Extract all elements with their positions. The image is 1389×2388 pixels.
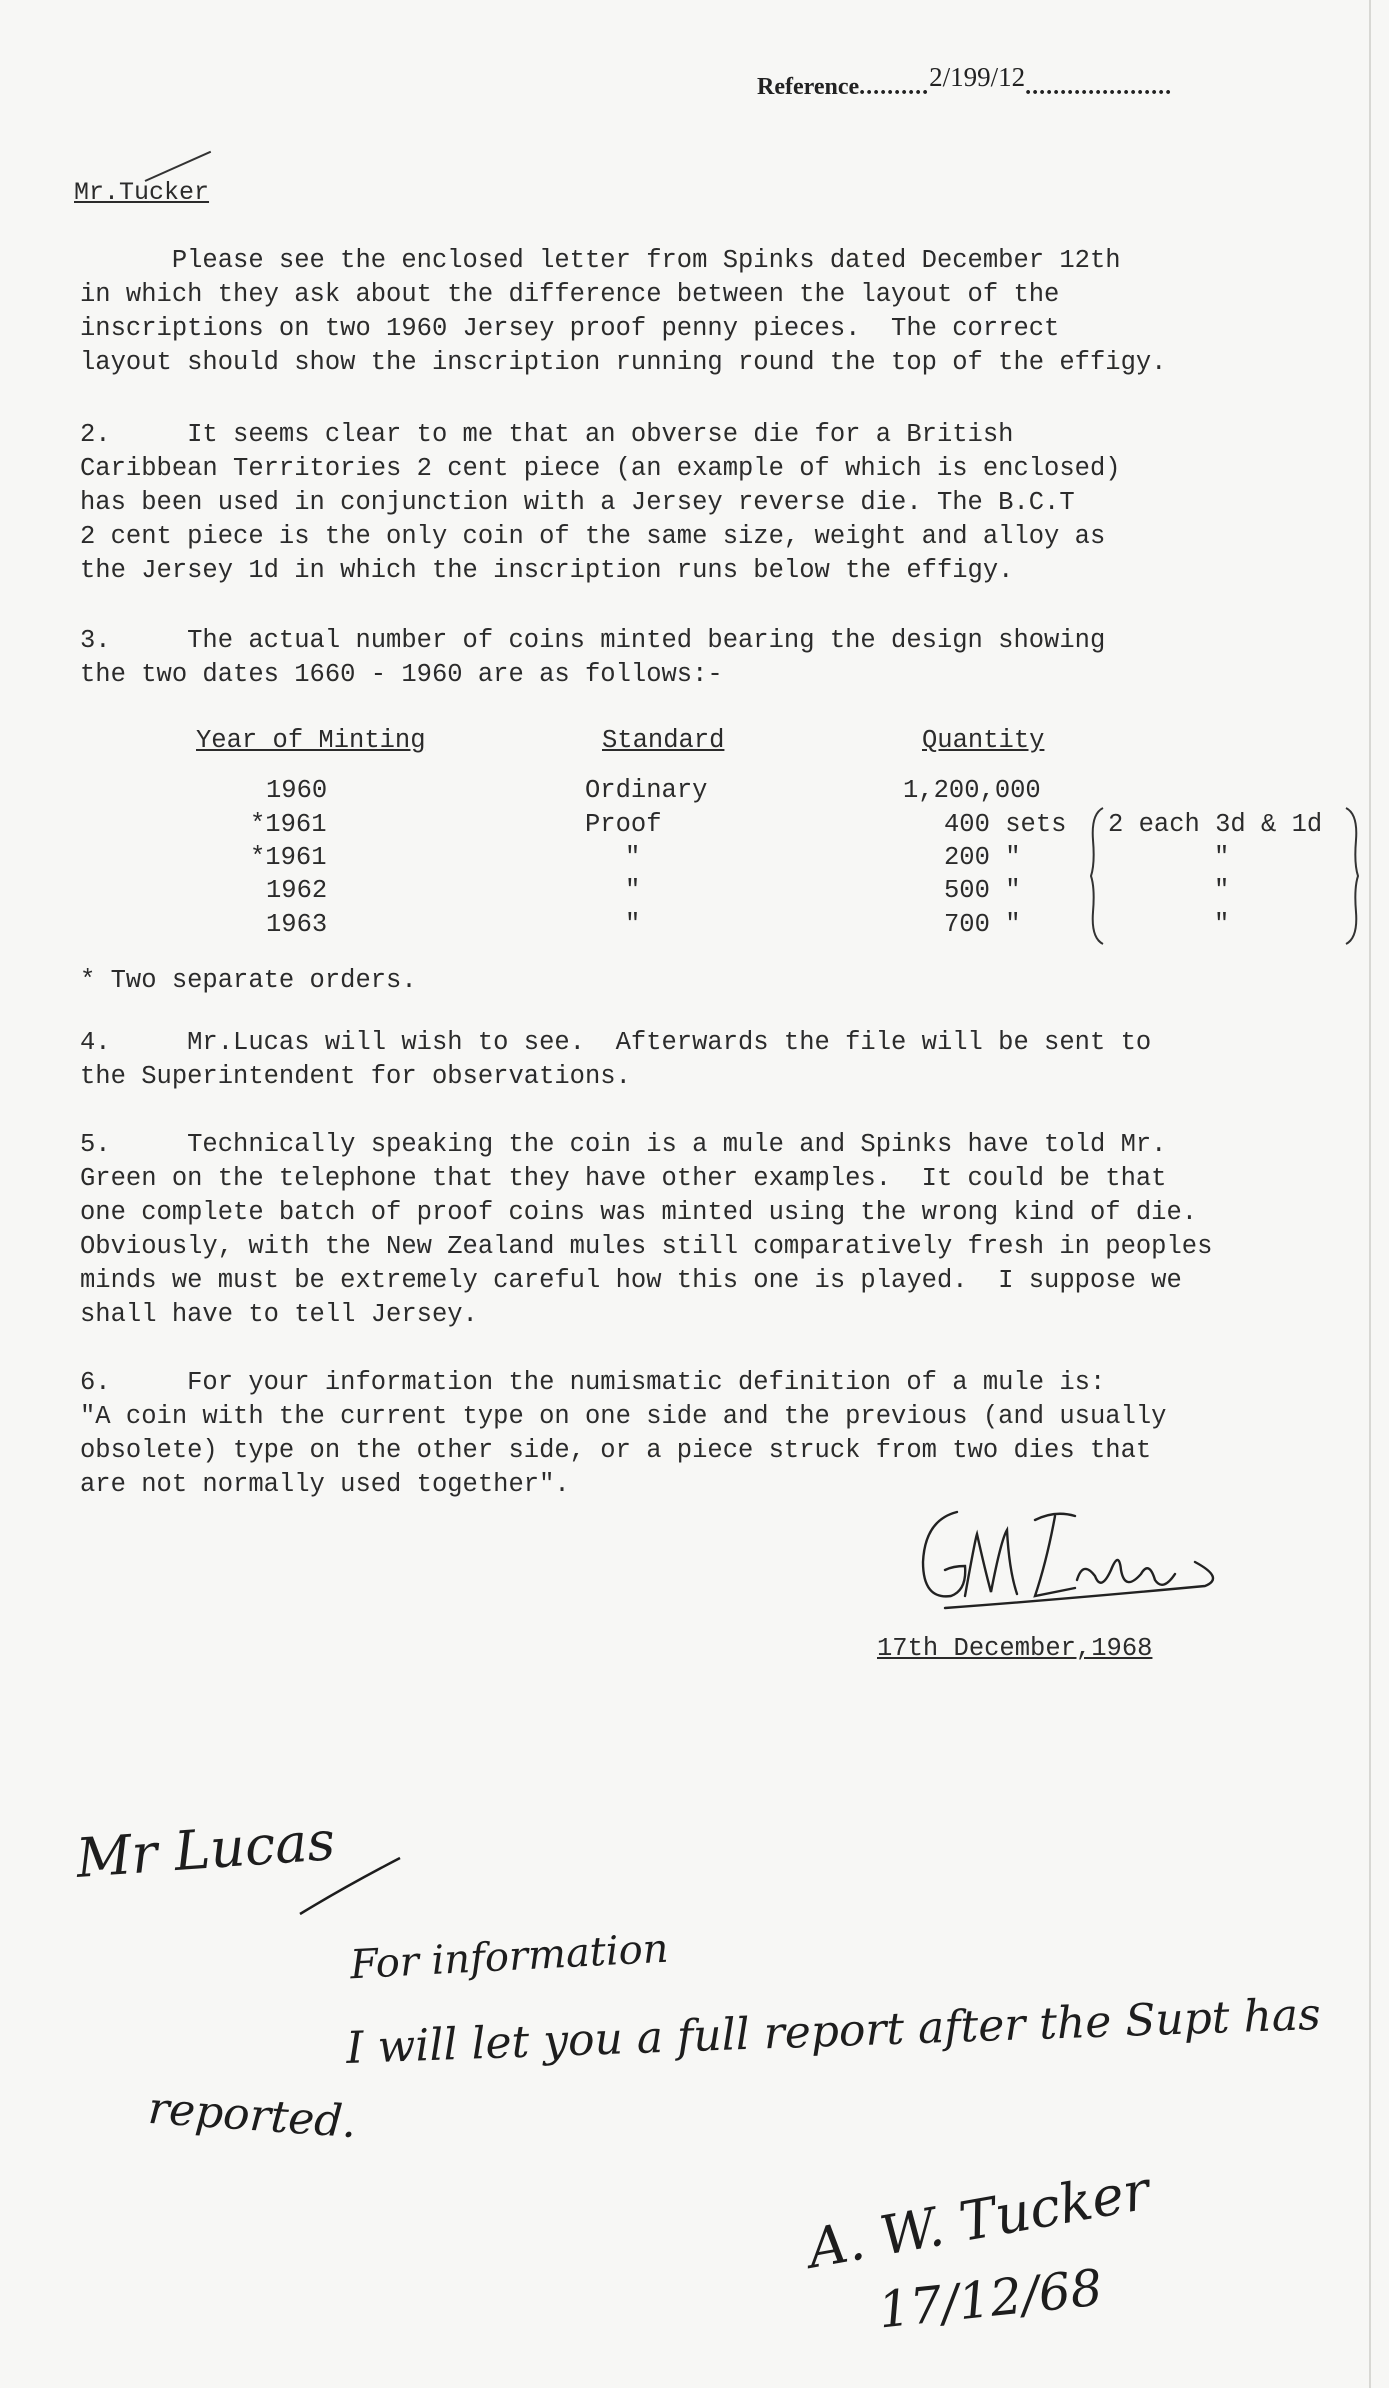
header-quantity: Quantity xyxy=(922,726,1045,755)
reference-line xyxy=(757,62,1173,101)
handwritten-line-1: For information xyxy=(349,1925,670,1989)
handwritten-line-3: reported. xyxy=(146,2082,359,2149)
addressee-struck-text: cker xyxy=(149,178,210,207)
paragraph-1: Please see the enclosed letter from Spinks dated December 12th in which they ask about the difference between the layout of the inscriptions on two 1960 Jersey proof penny pieces. The correct layout should show the inscription running round the top of the effigy. xyxy=(80,246,1167,377)
row-quantity: 700 " xyxy=(944,910,1021,939)
row-quantity: 1,200,000 xyxy=(903,776,1041,805)
row-year: 1963 xyxy=(266,910,328,939)
handwritten-line-2: I will let you a full report after the Supt has xyxy=(345,1989,1322,2074)
handwritten-date: 17/12/68 xyxy=(875,2258,1105,2340)
row-note: " xyxy=(1214,843,1230,872)
row-quantity: 500 " xyxy=(944,876,1021,905)
typed-date: 17th December,1968 xyxy=(877,1634,1153,1663)
row-standard: Ordinary xyxy=(585,776,708,805)
row-standard: Proof xyxy=(585,810,662,839)
fletcher-signature xyxy=(905,1500,1235,1620)
paragraph-5: 5. Technically speaking the coin is a mule and Spinks have told Mr. Green on the telephone that they have other examples. It could be that one complete batch of proof coins was minted using the wrong kind of die. Obviously, with the New Zealand mules still comparatively fresh in peoples minds we must be extremely careful how this one is played. I suppose we shall have to tell Jersey. xyxy=(80,1130,1213,1329)
header-standard: Standard xyxy=(602,726,725,755)
salutation-stroke xyxy=(296,1850,406,1920)
row-note: " xyxy=(1214,910,1230,939)
row-quantity: 200 " xyxy=(944,843,1021,872)
reference-number: 2/199/12 xyxy=(929,62,1026,92)
handwritten-salutation: Mr Lucas xyxy=(74,1809,337,1890)
reference-dots-right: ..................... xyxy=(1025,74,1173,100)
paragraph-6: 6. For your information the numismatic definition of a mule is: "A coin with the current type on one side and the previous (and usually obsolete) type on the other side, or a piece struck from two dies that are not normally used together". xyxy=(80,1368,1167,1499)
row-note: 2 each 3d & 1d xyxy=(1108,810,1323,839)
row-note: " xyxy=(1214,876,1230,905)
handwritten-signature: A. W. Tucker xyxy=(803,2158,1155,2281)
addressee-prefix: Mr.Tu xyxy=(74,178,150,207)
row-quantity: 400 sets xyxy=(944,810,1067,839)
row-year: 1960 xyxy=(266,776,328,805)
row-year: 1962 xyxy=(266,876,328,905)
paragraph-2: 2. It seems clear to me that an obverse die for a British Caribbean Territories 2 cent piece (an example of which is enclosed) has been used in conjunction with a Jersey reverse die. The B.C.T 2 cent piece is the only coin of the same size, weight and alloy as the Jersey 1d in which the inscription runs below the effigy. xyxy=(80,420,1121,585)
header-year: Year of Minting xyxy=(196,726,426,755)
row-year: *1961 xyxy=(250,810,327,839)
page-edge xyxy=(1369,0,1371,2388)
row-standard: " xyxy=(625,843,641,872)
reference-dots: .......... xyxy=(859,74,930,100)
reference-label: Reference xyxy=(757,74,860,100)
paragraph-4: 4. Mr.Lucas will wish to see. Afterwards the file will be sent to the Superintendent for observations. xyxy=(80,1028,1152,1091)
footnote: * Two separate orders. xyxy=(80,966,417,995)
row-standard: " xyxy=(625,910,641,939)
right-brace xyxy=(1340,804,1370,946)
paragraph-3: 3. The actual number of coins minted bearing the design showing the two dates 1660 - 1960 are as follows:- xyxy=(80,626,1106,689)
row-year: *1961 xyxy=(250,843,327,872)
row-standard: " xyxy=(625,876,641,905)
addressee xyxy=(74,178,209,207)
left-brace xyxy=(1085,804,1115,946)
